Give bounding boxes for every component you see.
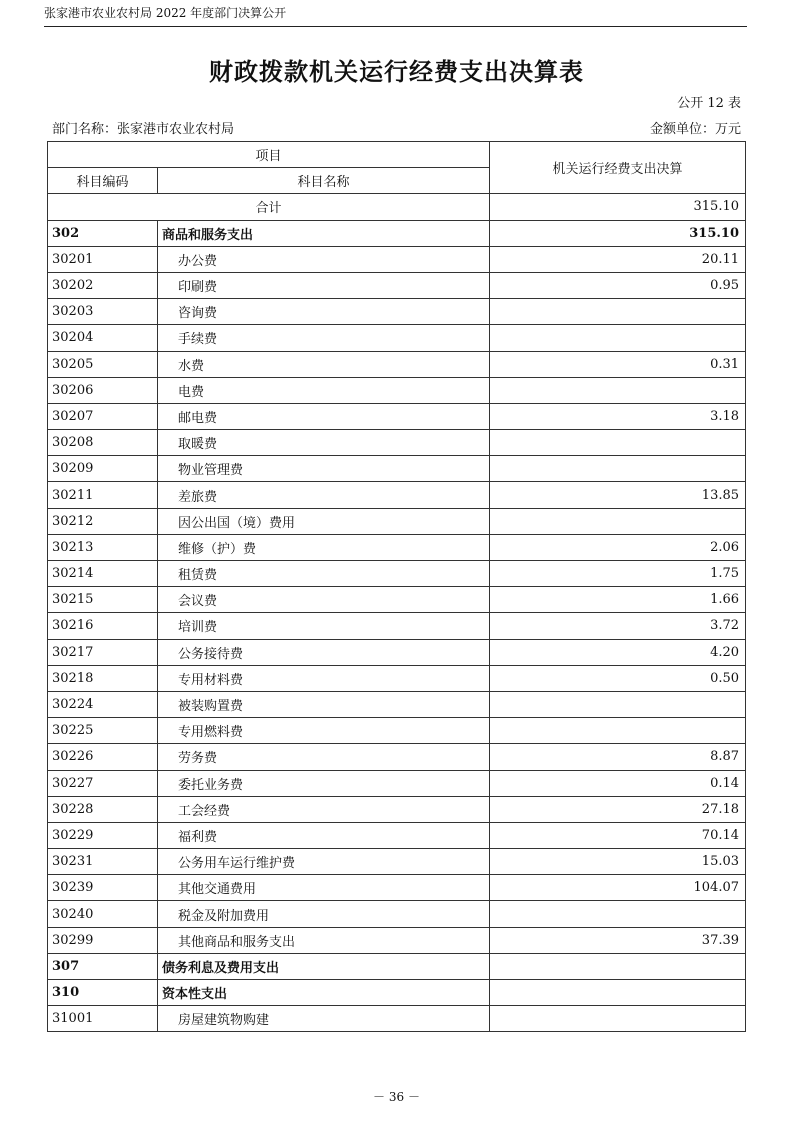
row-code: 31001 [48, 1006, 158, 1032]
table-row [48, 272, 746, 298]
row-value [490, 299, 746, 325]
table-row [48, 744, 746, 770]
row-code: 30240 [48, 901, 158, 927]
table-row [48, 822, 746, 848]
row-name: 劳务费 [158, 744, 490, 770]
table-row [48, 430, 746, 456]
row-code: 30202 [48, 272, 158, 298]
row-code: 30299 [48, 927, 158, 953]
row-value [490, 377, 746, 403]
table-row [48, 927, 746, 953]
row-code: 30228 [48, 796, 158, 822]
row-name: 物业管理费 [158, 456, 490, 482]
row-name: 水费 [158, 351, 490, 377]
row-name: 公务用车运行维护费 [158, 849, 490, 875]
table-row [48, 901, 746, 927]
table-row [48, 299, 746, 325]
row-code: 30214 [48, 561, 158, 587]
table-row [48, 849, 746, 875]
department-label: 部门名称：张家港市农业农村局 [52, 122, 235, 137]
row-code: 310 [48, 980, 158, 1006]
row-value: 37.39 [490, 927, 746, 953]
total-row [48, 194, 746, 220]
row-value [490, 1006, 746, 1032]
row-value: 0.50 [490, 665, 746, 691]
row-name: 租赁费 [158, 561, 490, 587]
table-row [48, 639, 746, 665]
header-code: 科目编码 [48, 168, 158, 194]
row-code: 30204 [48, 325, 158, 351]
row-code: 30225 [48, 718, 158, 744]
table-row [48, 351, 746, 377]
row-code: 30201 [48, 246, 158, 272]
row-code: 30213 [48, 534, 158, 560]
row-code: 30231 [48, 849, 158, 875]
expenditure-table [47, 141, 746, 1032]
row-name: 会议费 [158, 587, 490, 613]
table-row [48, 665, 746, 691]
table-row [48, 534, 746, 560]
row-name: 房屋建筑物购建 [158, 1006, 490, 1032]
row-code: 30227 [48, 770, 158, 796]
row-code: 30203 [48, 299, 158, 325]
row-name: 商品和服务支出 [158, 220, 490, 246]
header-row [48, 142, 746, 168]
row-value: 1.66 [490, 587, 746, 613]
row-value: 8.87 [490, 744, 746, 770]
row-code: 30218 [48, 665, 158, 691]
row-value: 13.85 [490, 482, 746, 508]
row-name: 专用燃料费 [158, 718, 490, 744]
page-title: 财政拨款机关运行经费支出决算表 [209, 57, 584, 86]
row-value [490, 980, 746, 1006]
row-value [490, 456, 746, 482]
running-header: 张家港市农业农村局 2022 年度部门决算公开 [44, 6, 287, 20]
table-row [48, 482, 746, 508]
row-name: 公务接待费 [158, 639, 490, 665]
table-number: 公开 12 表 [677, 96, 741, 111]
row-name: 资本性支出 [158, 980, 490, 1006]
header-amount: 机关运行经费支出决算 [490, 142, 746, 194]
row-value [490, 508, 746, 534]
row-code: 30226 [48, 744, 158, 770]
row-name: 工会经费 [158, 796, 490, 822]
row-name: 咨询费 [158, 299, 490, 325]
header-project: 项目 [48, 142, 490, 168]
table-row [48, 1006, 746, 1032]
table-row [48, 613, 746, 639]
row-name: 税金及附加费用 [158, 901, 490, 927]
unit-label: 金额单位：万元 [649, 122, 741, 137]
row-name: 手续费 [158, 325, 490, 351]
table-row [48, 953, 746, 979]
page-number: － 36 － [373, 1090, 420, 1104]
row-name: 差旅费 [158, 482, 490, 508]
row-name: 专用材料费 [158, 665, 490, 691]
row-value: 20.11 [490, 246, 746, 272]
table-row [48, 587, 746, 613]
row-value [490, 325, 746, 351]
row-name: 邮电费 [158, 403, 490, 429]
row-code: 30205 [48, 351, 158, 377]
table-row [48, 718, 746, 744]
row-value: 15.03 [490, 849, 746, 875]
row-code: 30217 [48, 639, 158, 665]
table-row [48, 770, 746, 796]
row-code: 30239 [48, 875, 158, 901]
row-code: 302 [48, 220, 158, 246]
table-row [48, 456, 746, 482]
row-code: 307 [48, 953, 158, 979]
table-row [48, 561, 746, 587]
table-row [48, 796, 746, 822]
total-value: 315.10 [490, 194, 746, 220]
row-value [490, 430, 746, 456]
row-value: 3.72 [490, 613, 746, 639]
row-code: 30216 [48, 613, 158, 639]
row-name: 印刷费 [158, 272, 490, 298]
row-code: 30209 [48, 456, 158, 482]
row-value: 315.10 [490, 220, 746, 246]
row-value: 3.18 [490, 403, 746, 429]
row-code: 30206 [48, 377, 158, 403]
row-code: 30215 [48, 587, 158, 613]
table-row [48, 403, 746, 429]
row-code: 30208 [48, 430, 158, 456]
row-name: 因公出国（境）费用 [158, 508, 490, 534]
row-name: 委托业务费 [158, 770, 490, 796]
row-name: 其他商品和服务支出 [158, 927, 490, 953]
row-name: 维修（护）费 [158, 534, 490, 560]
row-value: 70.14 [490, 822, 746, 848]
row-name: 福利费 [158, 822, 490, 848]
table-row [48, 377, 746, 403]
row-name: 被装购置费 [158, 691, 490, 717]
row-value: 2.06 [490, 534, 746, 560]
total-label: 合计 [48, 194, 490, 220]
row-name: 培训费 [158, 613, 490, 639]
row-code: 30211 [48, 482, 158, 508]
header-rule [44, 26, 747, 27]
table-row [48, 325, 746, 351]
table-row [48, 980, 746, 1006]
row-value: 27.18 [490, 796, 746, 822]
row-code: 30229 [48, 822, 158, 848]
row-value: 0.95 [490, 272, 746, 298]
row-value [490, 901, 746, 927]
row-code: 30212 [48, 508, 158, 534]
row-value: 0.14 [490, 770, 746, 796]
row-value [490, 718, 746, 744]
row-value: 104.07 [490, 875, 746, 901]
row-code: 30224 [48, 691, 158, 717]
row-name: 电费 [158, 377, 490, 403]
row-name: 债务利息及费用支出 [158, 953, 490, 979]
row-value [490, 953, 746, 979]
row-value: 0.31 [490, 351, 746, 377]
row-name: 取暖费 [158, 430, 490, 456]
table-row [48, 875, 746, 901]
row-value: 4.20 [490, 639, 746, 665]
row-value: 1.75 [490, 561, 746, 587]
table-row [48, 691, 746, 717]
row-value [490, 691, 746, 717]
row-name: 办公费 [158, 246, 490, 272]
header-name: 科目名称 [158, 168, 490, 194]
table-row [48, 220, 746, 246]
row-code: 30207 [48, 403, 158, 429]
table-row [48, 508, 746, 534]
row-name: 其他交通费用 [158, 875, 490, 901]
table-row [48, 246, 746, 272]
